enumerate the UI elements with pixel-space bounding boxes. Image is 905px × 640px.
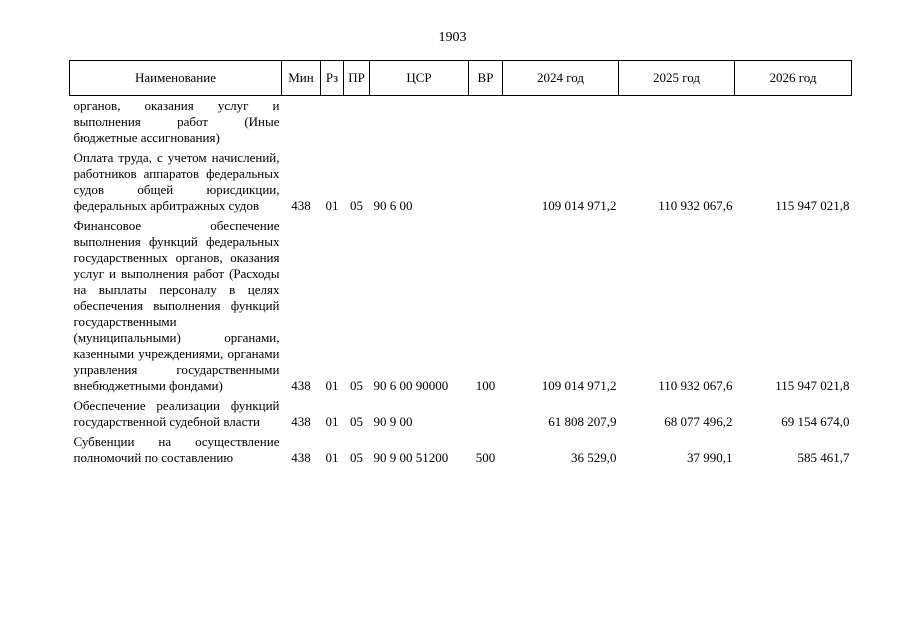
row-rz: 01 [325, 450, 339, 465]
row-name: Обеспечение реализации функций государственной судебной власти [73, 398, 280, 429]
row-2024: 109 014 971,2 [541, 198, 617, 213]
row-2026: 69 154 674,0 [781, 414, 850, 429]
row-pr: 05 [350, 414, 363, 429]
header-pr: ПР [344, 61, 370, 96]
table-row [70, 218, 852, 398]
row-pr: 05 [350, 450, 363, 465]
row-2026: 585 461,7 [797, 450, 850, 465]
row-csr: 90 6 00 [373, 198, 413, 213]
row-2025: 110 932 067,6 [658, 198, 733, 213]
row-pr [344, 96, 370, 151]
row-2026 [735, 96, 852, 151]
row-min [282, 96, 321, 151]
row-min: 438 [291, 378, 311, 393]
row-name: Субвенции на осуществление полномочий по составлению [73, 434, 280, 465]
row-2024: 61 808 207,9 [548, 414, 617, 429]
table-row [70, 96, 852, 151]
header-rz: Рз [321, 61, 344, 96]
row-csr [370, 96, 469, 151]
row-2025 [619, 96, 735, 151]
row-name: Оплата труда, с учетом начислений, работников аппаратов федеральных судов общей юрисдикции, федеральных арбитражных судов [73, 150, 280, 213]
row-2025: 110 932 067,6 [658, 378, 733, 393]
table-row [70, 434, 852, 466]
row-vr [469, 150, 503, 218]
page-number: 1903 [438, 30, 467, 45]
row-min: 438 [291, 198, 311, 213]
row-vr: 100 [475, 378, 496, 393]
row-2026: 115 947 021,8 [775, 378, 850, 393]
table-row [70, 398, 852, 434]
header-2024: 2024 год [503, 61, 619, 96]
row-rz: 01 [325, 198, 339, 213]
row-rz: 01 [325, 378, 339, 393]
header-vr: ВР [469, 61, 503, 96]
row-2024: 109 014 971,2 [541, 378, 617, 393]
row-pr: 05 [350, 198, 363, 213]
row-rz [321, 96, 344, 151]
row-pr: 05 [350, 378, 363, 393]
row-rz: 01 [325, 414, 339, 429]
row-2024 [503, 96, 619, 151]
row-name: органов, оказания услуг и выполнения работ (Иные бюджетные ассигнования) [73, 98, 280, 145]
row-csr: 90 6 00 90000 [373, 378, 449, 393]
table-row [70, 150, 852, 218]
header-min: Мин [282, 61, 321, 96]
table-header-row [70, 61, 852, 96]
row-vr: 500 [475, 450, 496, 465]
row-csr: 90 9 00 [373, 414, 413, 429]
row-2026: 115 947 021,8 [775, 198, 850, 213]
row-min: 438 [291, 450, 311, 465]
row-min: 438 [291, 414, 311, 429]
header-2026: 2026 год [735, 61, 852, 96]
row-2025: 37 990,1 [687, 450, 733, 465]
row-2025: 68 077 496,2 [664, 414, 733, 429]
header-csr: ЦСР [370, 61, 469, 96]
row-vr [469, 96, 503, 151]
row-name: Финансовое обеспечение выполнения функций федеральных государственных органов, оказания услуг и выполнения работ (Расходы на выплаты персоналу в целях обеспечения выполнения функций государственными (муниципальными) органами, казенными учреждениями, органами управления государственными внебюджетными фондами) [73, 218, 280, 393]
header-name: Наименование [70, 61, 282, 96]
row-2024: 36 529,0 [571, 450, 617, 465]
row-vr [469, 398, 503, 434]
row-csr: 90 9 00 51200 [373, 450, 449, 465]
header-2025: 2025 год [619, 61, 735, 96]
budget-table [69, 60, 852, 466]
